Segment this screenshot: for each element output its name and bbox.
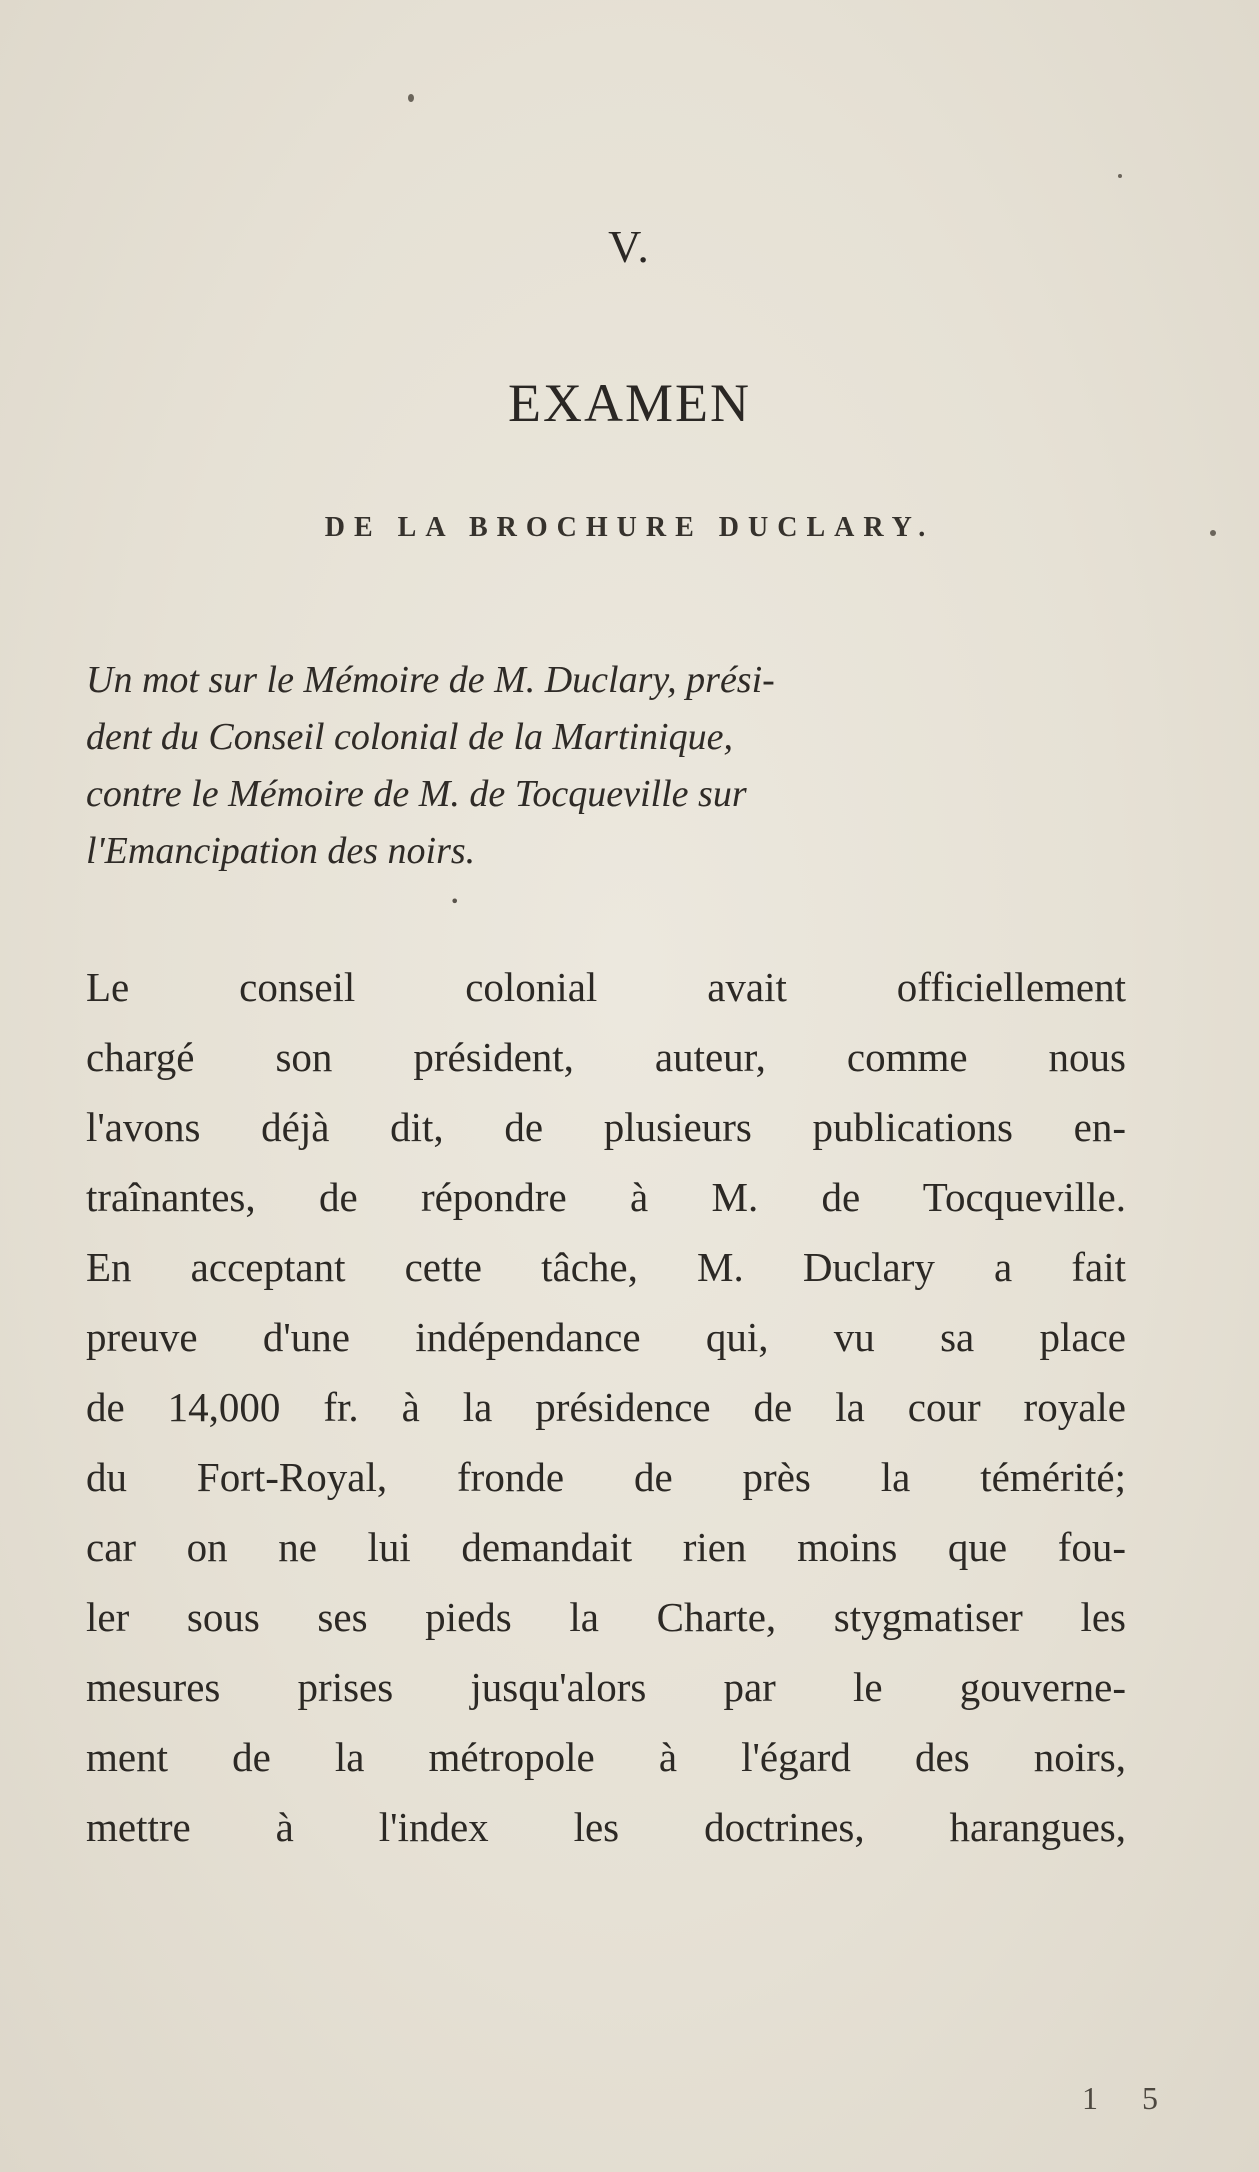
paper-speck <box>408 94 414 102</box>
summary-line: Un mot sur le Mémoire de M. Duclary, prési- <box>86 659 775 701</box>
body-line: chargé son président, auteur, comme nous <box>86 1034 1126 1080</box>
summary-line: contre le Mémoire de M. de Tocqueville sur <box>86 773 747 815</box>
ornament-mark: • <box>450 892 460 911</box>
page-folio: 1 5 <box>1082 2080 1176 2116</box>
body-line: Le conseil colonial avait officiellement <box>86 964 1126 1010</box>
body-line: ment de la métropole à l'égard des noirs, <box>86 1734 1126 1780</box>
body-line: ler sous ses pieds la Charte, stygmatiser les <box>86 1594 1126 1640</box>
body-line: mettre à l'index les doctrines, harangues, <box>86 1804 1126 1850</box>
chapter-number: V. <box>608 221 651 272</box>
summary-line: l'Emancipation des noirs. <box>86 830 476 872</box>
chapter-subtitle: DE LA BROCHURE DUCLARY. <box>324 512 935 543</box>
paper-speck <box>1210 530 1216 536</box>
body-line: traînantes, de répondre à M. de Tocqueville. <box>86 1174 1126 1220</box>
paper-speck <box>1118 174 1122 178</box>
body-line: du Fort-Royal, fronde de près la témérité; <box>86 1454 1126 1500</box>
body-line: de 14,000 fr. à la présidence de la cour royale <box>86 1384 1126 1430</box>
body-line: En acceptant cette tâche, M. Duclary a fait <box>86 1244 1126 1290</box>
chapter-summary <box>86 652 1126 880</box>
body-line: preuve d'une indépendance qui, vu sa place <box>86 1314 1126 1360</box>
body-line: mesures prises jusqu'alors par le gouverne- <box>86 1664 1126 1710</box>
body-line: car on ne lui demandait rien moins que fou- <box>86 1524 1126 1570</box>
body-line: l'avons déjà dit, de plusieurs publications en- <box>86 1104 1126 1150</box>
body-paragraph <box>86 952 1126 1862</box>
chapter-title: EXAMEN <box>508 373 751 433</box>
summary-line: dent du Conseil colonial de la Martinique, <box>86 716 733 758</box>
